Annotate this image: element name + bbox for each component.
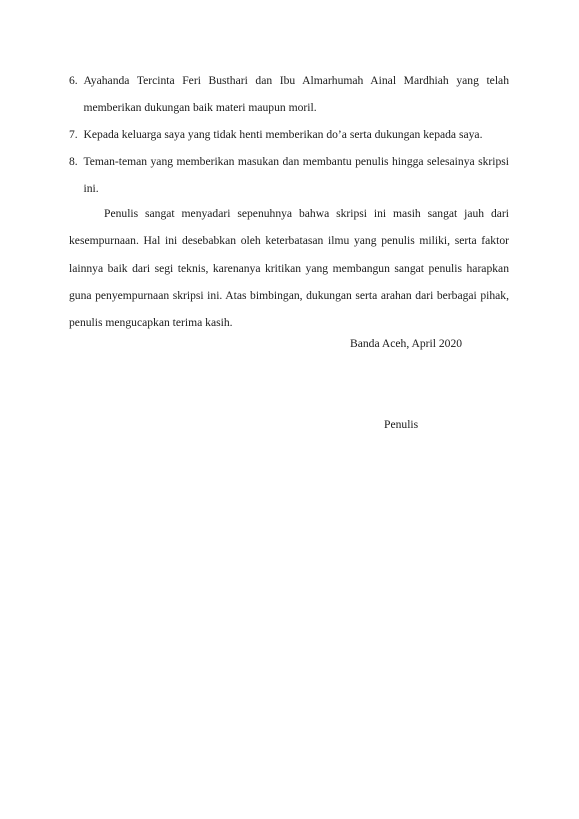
list-item bbox=[69, 67, 509, 121]
list-item bbox=[69, 121, 509, 148]
signature-author: Penulis bbox=[384, 418, 419, 431]
list-item-number: 7. bbox=[69, 128, 78, 141]
list-item-number: 8. bbox=[69, 155, 78, 168]
list-item bbox=[69, 148, 509, 202]
list-item-text: Teman-teman yang memberikan masukan dan membantu penulis hingga selesainya skripsi ini. bbox=[83, 155, 509, 195]
list-item-text: Ayahanda Tercinta Feri Busthari dan Ibu Almarhumah Ainal Mardhiah yang telah memberikan dukungan baik materi maupun moril. bbox=[83, 74, 509, 114]
acknowledgement-list bbox=[69, 67, 509, 202]
place-date: Banda Aceh, April 2020 bbox=[350, 337, 463, 350]
list-item-text: Kepada keluarga saya yang tidak henti memberikan do’a serta dukungan kepada saya. bbox=[83, 128, 483, 141]
list-item-number: 6. bbox=[69, 74, 78, 87]
closing-paragraph: Penulis sangat menyadari sepenuhnya bahwa skripsi ini masih sangat jauh dari kesempurnaan. Hal ini desebabkan oleh keterbatasan ilmu yang penulis miliki, serta faktor lainnya baik dari segi teknis, karenanya kritikan yang membangun sangat penulis harapkan guna penyempurnaan skripsi ini. Atas bimbingan, dukungan serta arahan dari berbagai pihak, penulis mengucapkan terima kasih. bbox=[69, 207, 509, 330]
